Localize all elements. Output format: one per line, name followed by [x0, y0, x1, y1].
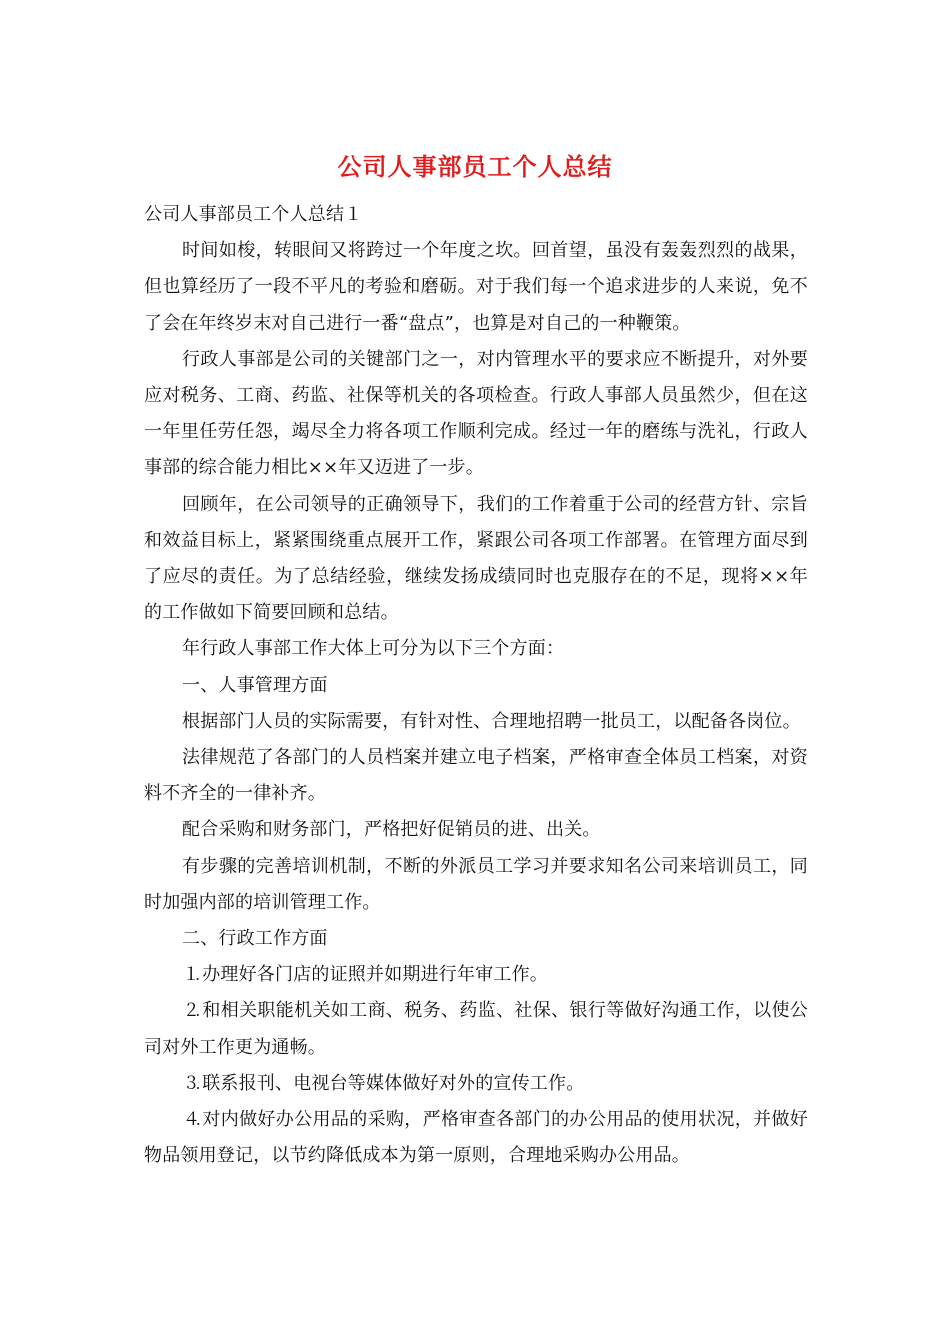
list-item: ⒈办理好各门店的证照并如期进行年审工作。 — [184, 964, 548, 986]
paragraph: 配合采购和财务部门，严格把好促销员的进、出关。 — [182, 819, 601, 841]
paragraph: 法律规范了各部门的人员档案并建立电子档案，严格审查全体员工档案，对资料不齐全的一律补齐。 — [144, 747, 808, 805]
document-title: 公司人事部员工个人总结 — [337, 152, 613, 181]
section-heading: 一、人事管理方面 — [182, 674, 328, 696]
section-heading: 二、行政工作方面 — [182, 928, 328, 950]
list-item: ⒊联系报刊、电视台等媒体做好对外的宣传工作。 — [184, 1072, 585, 1094]
paragraph: 行政人事部是公司的关键部门之一，对内管理水平的要求应不断提升，对外要应对税务、工商、药监、社保等机关的各项检查。行政人事部人员虽然少，但在这一年里任劳任怨，竭尽全力将各项工作顺利完成。经过一年的磨练与洗礼，行政人事部的综合能力相比××年又迈进了一步。 — [144, 348, 808, 479]
list-item: ⒋对内做好办公用品的采购，严格审查各部门的办公用品的使用状况，并做好物品领用登记，以节约降低成本为第一原则，合理地采购办公用品。 — [144, 1109, 808, 1167]
section-heading-1: 公司人事部员工个人总结１ — [144, 204, 363, 225]
paragraph: 有步骤的完善培训机制，不断的外派员工学习并要求知名公司来培训员工，同时加强内部的培训管理工作。 — [144, 855, 808, 913]
paragraph: 时间如梭，转眼间又将跨过一个年度之坎。回首望，虽没有轰轰烈烈的战果，但也算经历了一段不平凡的考验和磨砺。对于我们每一个追求进步的人来说，免不了会在年终岁末对自己进行一番“盘点”，也算是对自己的一种鞭策。 — [144, 240, 808, 334]
paragraph: 根据部门人员的实际需要，有针对性、合理地招聘一批员工，以配备各岗位。 — [182, 710, 801, 732]
paragraph: 年行政人事部工作大体上可分为以下三个方面： — [182, 638, 565, 660]
paragraph: 回顾年，在公司领导的正确领导下，我们的工作着重于公司的经营方针、宗旨和效益目标上，紧紧围绕重点展开工作，紧跟公司各项工作部署。在管理方面尽到了应尽的责任。为了总结经验，继续发扬成绩同时也克服存在的不足，现将××年的工作做如下简要回顾和总结。 — [144, 493, 808, 624]
document-body — [144, 197, 808, 1174]
list-item: ⒉和相关职能机关如工商、税务、药监、社保、银行等做好沟通工作，以使公司对外工作更为通畅。 — [144, 1000, 808, 1058]
